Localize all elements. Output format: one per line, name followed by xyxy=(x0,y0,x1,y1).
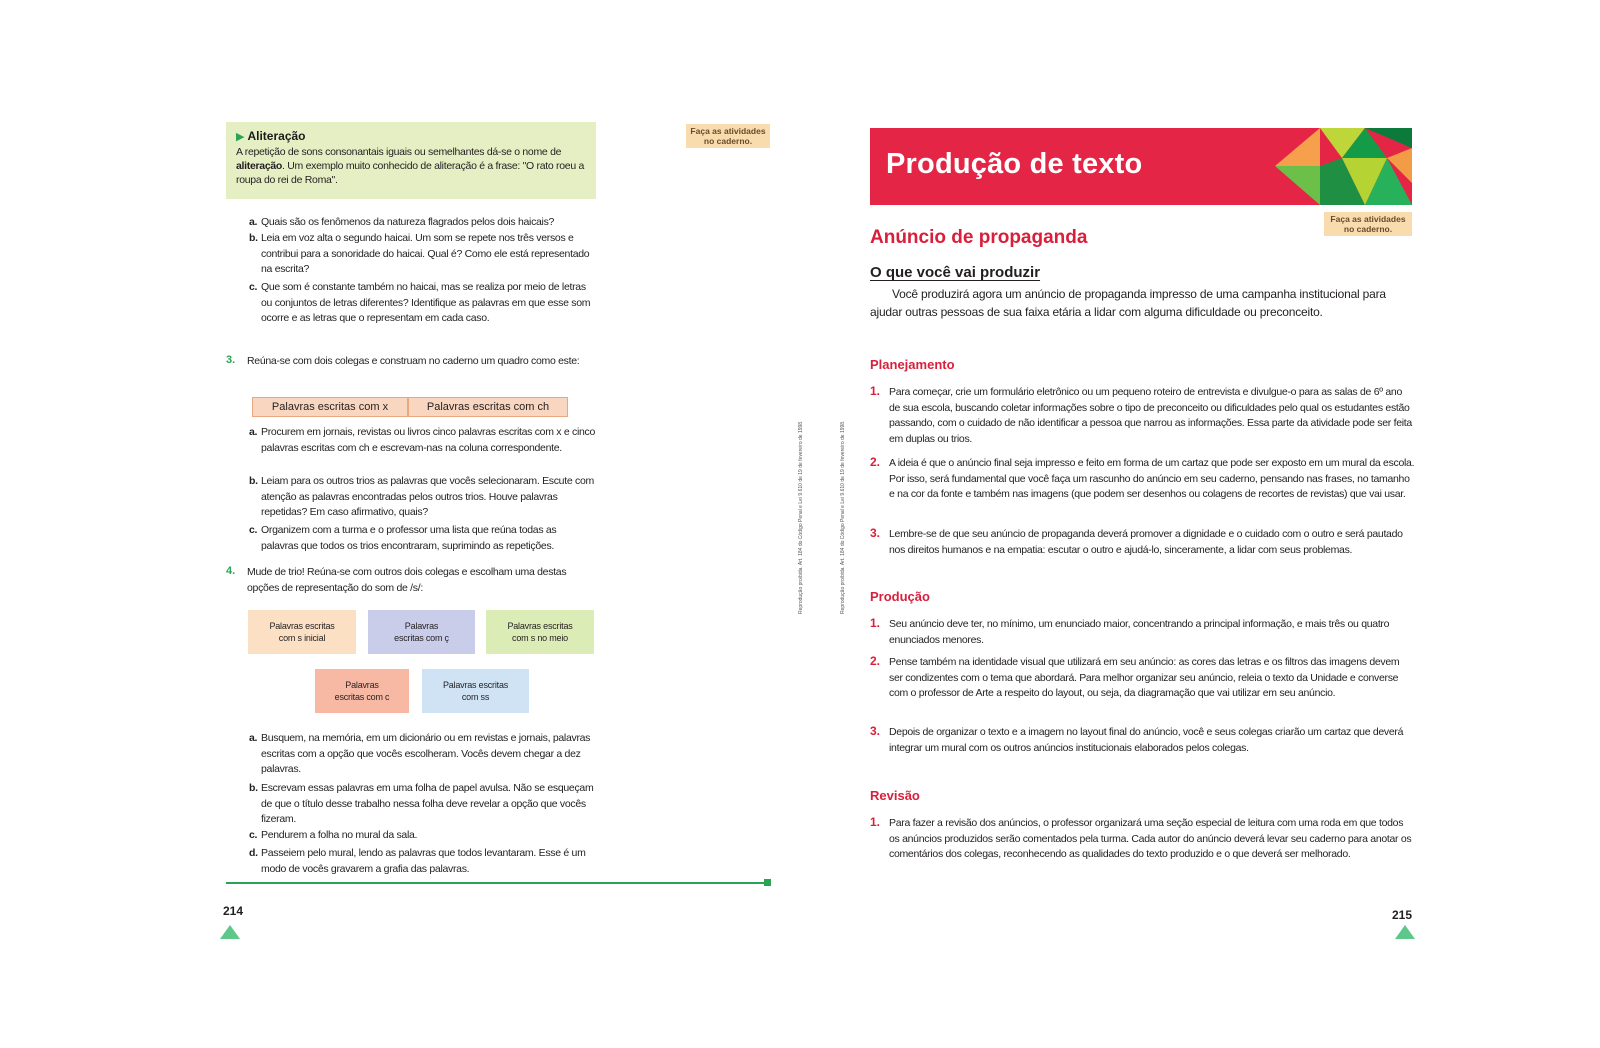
option-s-meio xyxy=(486,610,594,654)
item-label: b. xyxy=(249,782,258,794)
producao-item-2: Pense também na identidade visual que utilizará em seu anúncio: as cores das letras e os filtros das imagens devem ser condizentes com o tema que abordará. Para melhor organizar seu anúncio, releia o texto da Unidade e converse com o professor de Arte a respeito do layout, ou seja, da diagramação que vai utilizar em seu anúncio. xyxy=(889,656,1400,699)
intro-paragraph: Você produzirá agora um anúncio de propaganda impresso de uma campanha institucional para ajudar outras pessoas de sua faixa etária a lidar com alguma dificuldade ou preconceito. xyxy=(870,287,1386,319)
geometric-pattern-icon xyxy=(1275,128,1412,205)
item-label: a. xyxy=(249,216,258,228)
option-text: Palavras escritas com s no meio xyxy=(507,621,573,643)
revisao-num-1: 1. xyxy=(870,815,881,829)
item-text: Pendurem a folha no mural da sala. xyxy=(261,829,418,841)
item-label: a. xyxy=(249,426,258,438)
table-header-x: Palavras escritas com x xyxy=(252,397,408,417)
planejamento-item-2: A ideia é que o anúncio final seja impresso e feito em forma de um cartaz que pode ser exposto em um mural da escola. Por isso, será fundamental que você faça um rascunho do anúncio em seu caderno, pensando nas frases, no tamanho e na cor da fonte e também nas imagens (que podem ser desenhos ou colagens de recortes de revistas) que vai usar. xyxy=(889,457,1415,500)
planejamento-num-2: 2. xyxy=(870,455,881,469)
option-ss xyxy=(422,669,529,713)
option-text: Palavras escritas com s inicial xyxy=(269,621,335,643)
option-c xyxy=(315,669,409,713)
planejamento-num-1: 1. xyxy=(870,384,881,398)
copyright-note-left: Reprodução proibida. Art. 184 do Código Penal e Lei 9.610 de 19 de fevereiro de 1998. xyxy=(798,420,804,614)
page-triangle-icon xyxy=(1395,925,1415,939)
list-item-4a xyxy=(249,731,596,778)
option-c-cedilha xyxy=(368,610,475,654)
option-text: Palavras escritas com c xyxy=(334,680,390,702)
page-number-right: 215 xyxy=(1392,908,1413,922)
aliteracao-title xyxy=(236,129,586,145)
item-text: Leiam para os outros trios as palavras que vocês selecionaram. Escute com atenção as palavras encontradas pelos outros trios. Houve palavras repetidas? Em caso afirmativo, quais? xyxy=(261,475,594,518)
producao-item-3: Depois de organizar o texto e a imagem no layout final do anúncio, você e seus colegas criarão um cartaz que deverá integrar um mural com os outros anúncios institucionais elaborados pelos colegas. xyxy=(889,726,1404,754)
list-item-2a xyxy=(249,215,596,231)
producao-num-3: 3. xyxy=(870,724,881,738)
page-number-left: 214 xyxy=(223,904,244,918)
planejamento-item-3: Lembre-se de que seu anúncio de propaganda deverá promover a dignidade e o cuidado com o outro e será pautado nos direitos humanos e na empatia: escutar o outro e ajudá-lo, sinceramente, a lidar com seus problemas. xyxy=(889,528,1403,556)
planejamento-num-3: 3. xyxy=(870,526,881,540)
planejamento-heading: Planejamento xyxy=(870,357,955,372)
question-4-number: 4. xyxy=(226,565,236,577)
item-label: d. xyxy=(249,847,258,859)
option-text: Palavras escritas com ç xyxy=(394,621,449,643)
item-label: a. xyxy=(249,732,258,744)
aliteracao-text-suffix: . Um exemplo muito conhecido de aliteração é a frase: "O rato roeu a roupa do rei de Roma". xyxy=(236,160,585,186)
item-text: Leia em voz alta o segundo haicai. Um som se repete nos três versos e contribui para a sonoridade do haicai. Qual é? Como ele está representado na escrita? xyxy=(261,232,590,275)
table-header-ch: Palavras escritas com ch xyxy=(408,397,568,417)
footer-rule-dot xyxy=(764,879,771,886)
list-item-2b xyxy=(249,231,596,278)
section-banner xyxy=(870,128,1412,205)
item-label: c. xyxy=(249,281,258,293)
page-triangle-icon xyxy=(220,925,240,939)
option-text: Palavras escritas com ss xyxy=(442,680,509,702)
item-text: Organizem com a turma e o professor uma lista que reúna todas as palavras que todos os trios encontraram, suprimindo as repetições. xyxy=(261,524,557,552)
list-item-4d xyxy=(249,846,596,877)
producao-heading: Produção xyxy=(870,589,930,604)
revisao-item-1: Para fazer a revisão dos anúncios, o professor organizará uma seção especial de leitura com uma roda em que todos os anúncios produzidos serão comentados pela turma. Cada autor do anúncio deverá levar seu caderno para anotar os comentários dos colegas, reconhecendo as qualidades do texto produzido e o que deverá ser melhorado. xyxy=(889,817,1412,860)
item-label: c. xyxy=(249,524,258,536)
activities-badge-right: Faça as atividades no caderno. xyxy=(1324,212,1412,236)
item-label: b. xyxy=(249,232,258,244)
copyright-note-right: Reprodução proibida. Art. 184 do Código Penal e Lei 9.610 de 19 de fevereiro de 1998. xyxy=(840,420,846,614)
section-title: Anúncio de propaganda xyxy=(870,227,1088,248)
item-text: Passeiem pelo mural, lendo as palavras que todos levantaram. Esse é um modo de vocês gravarem a grafia das palavras. xyxy=(261,847,586,875)
banner-title: Produção de texto xyxy=(886,148,1143,180)
question-4-text: Mude de trio! Reúna-se com outros dois colegas e escolham uma destas opções de representação do som de /s/: xyxy=(247,566,567,594)
list-item-3b xyxy=(249,474,596,521)
option-s-inicial xyxy=(248,610,356,654)
triangle-bullet-icon: ▶ xyxy=(236,131,245,143)
list-item-2c xyxy=(249,280,596,327)
aliteracao-box xyxy=(226,122,596,199)
activities-badge-left: Faça as atividades no caderno. xyxy=(686,124,770,148)
question-3-number: 3. xyxy=(226,354,236,366)
producao-num-2: 2. xyxy=(870,654,881,668)
planejamento-item-1: Para começar, crie um formulário eletrônico ou um pequeno roteiro de entrevista e divulgue-o para as salas de 6º ano de sua escola, buscando coletar informações sobre o tipo de preconceito ou dificuldades pelo qual os estudantes estão passando, com o cuidado de não identificar a pessoa que narrou as informações. Essa parte da atividade pode ser feita em duplas ou trios. xyxy=(889,386,1412,445)
item-label: b. xyxy=(249,475,258,487)
item-text: Busquem, na memória, em um dicionário ou em revistas e jornais, palavras escritas com a opção que vocês escolheram. Vocês devem chegar a dez palavras. xyxy=(261,732,591,775)
list-item-4c xyxy=(249,828,596,844)
list-item-3c xyxy=(249,523,596,554)
aliteracao-bold-term: aliteração xyxy=(236,160,283,172)
revisao-heading: Revisão xyxy=(870,788,920,803)
aliteracao-text xyxy=(236,145,586,187)
item-text: Que som é constante também no haicai, mas se realiza por meio de letras ou conjuntos de letras diferentes? Identifique as palavras em que esse som ocorre e as letras que o representam em cada caso. xyxy=(261,281,591,324)
producao-num-1: 1. xyxy=(870,616,881,630)
aliteracao-text-prefix: A repetição de sons consonantais iguais ou semelhantes dá-se o nome de xyxy=(236,146,562,158)
footer-rule xyxy=(226,882,768,884)
list-item-4b xyxy=(249,781,596,828)
producao-item-1: Seu anúncio deve ter, no mínimo, um enunciado maior, concentrando a principal informação, e mais três ou quatro enunciados menores. xyxy=(889,618,1390,646)
list-item-3a xyxy=(249,425,596,456)
item-label: c. xyxy=(249,829,258,841)
item-text: Escrevam essas palavras em uma folha de papel avulsa. Não se esqueçam de que o título desse trabalho nessa folha deve revelar a opção que vocês fizeram. xyxy=(261,782,594,825)
aliteracao-title-text: Aliteração xyxy=(247,129,306,143)
item-text: Procurem em jornais, revistas ou livros cinco palavras escritas com x e cinco palavras escritas com ch e escrevam-nas na coluna correspondente. xyxy=(261,426,596,454)
question-3-text: Reúna-se com dois colegas e construam no caderno um quadro como este: xyxy=(247,355,580,367)
subsection-title: O que você vai produzir xyxy=(870,264,1041,281)
item-text: Quais são os fenômenos da natureza flagrados pelos dois haicais? xyxy=(261,216,555,228)
